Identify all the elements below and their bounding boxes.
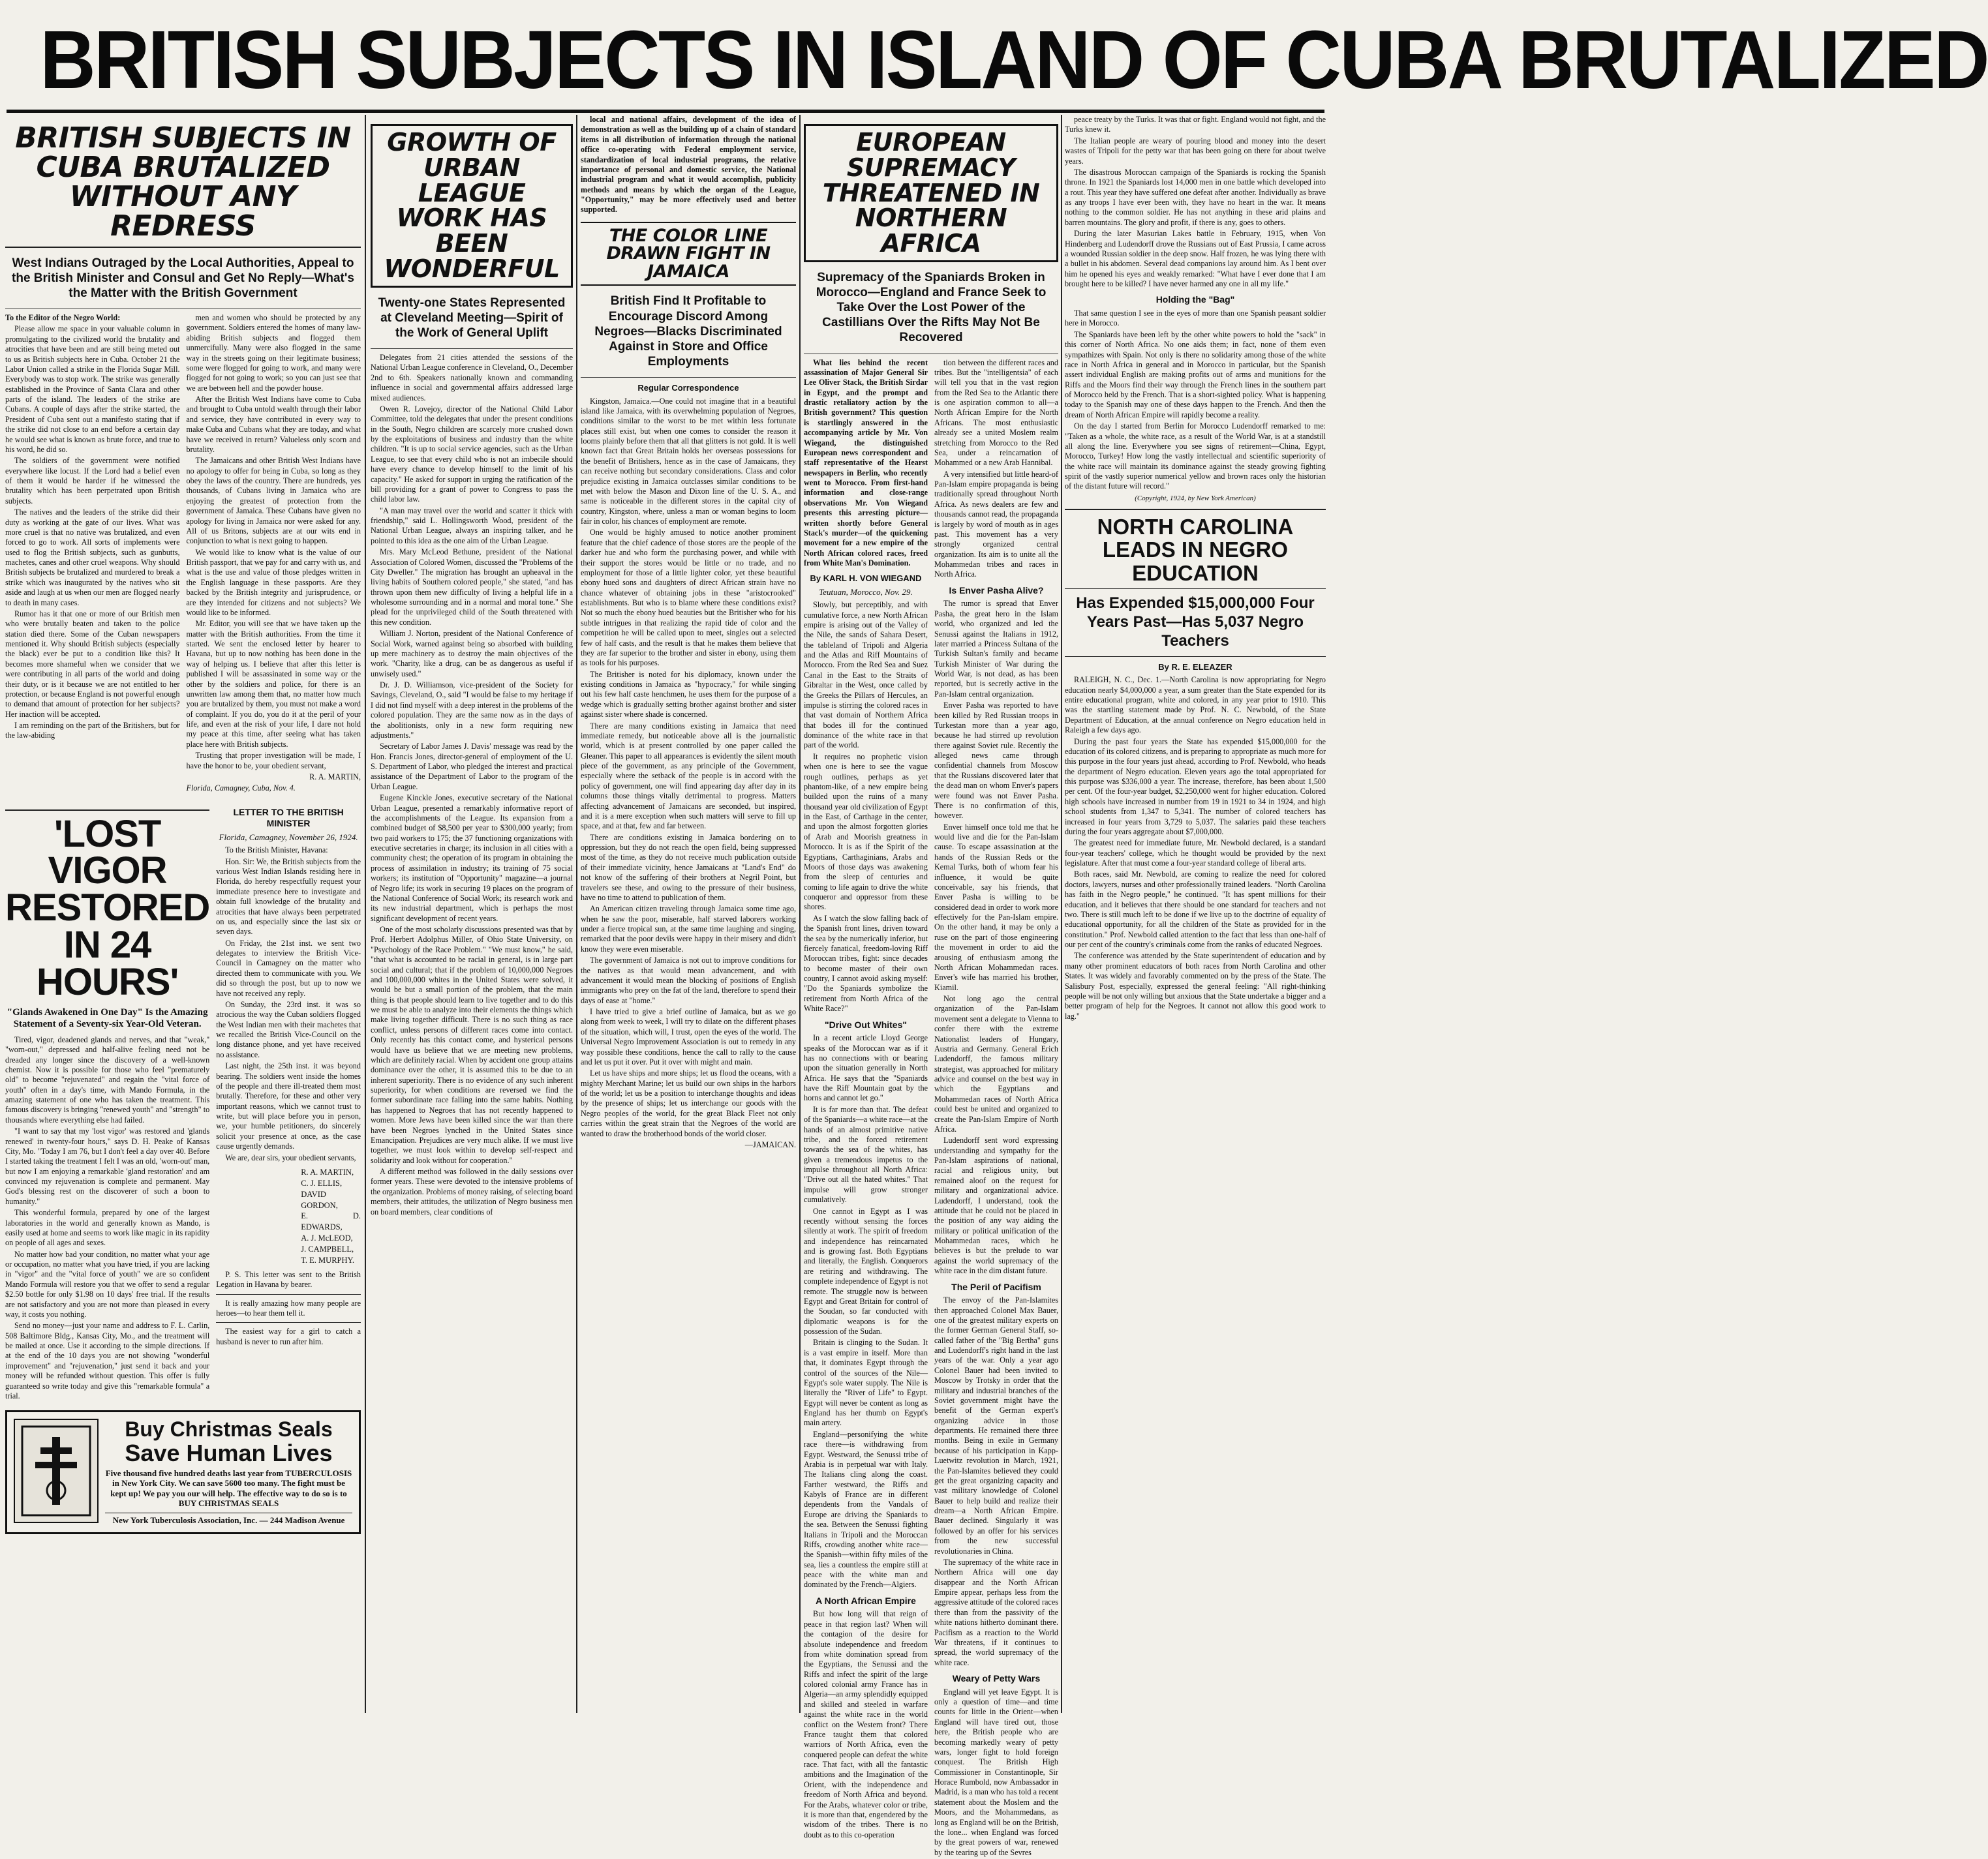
rule: [216, 1322, 361, 1323]
paragraph: I have tried to give a brief outline of Jamaica, but as we go along from week to week, I will try to dilate on the different phases of the situation, which will, I trust, open the eyes of the world. The Universal Negro Improvement Association is out to remedy in any way possible these conditions, hence the call to rally to the cause and let us put it over. Put it over with might and main.: [581, 1007, 796, 1066]
paragraph: Kingston, Jamaica.—One could not imagine that in a beautiful island like Jamaica, with its overwhelming population of Negroes, conditions similar to the worst to be met within less fortunate places still exist, but when one comes to consider the reason it looms plainly before them that all that glitters is not gold. It is well known fact that Great Britain holds her overseas possessions for the benefit of Britishers, hence as in the case of Jamaicans, they can receive nothing but secondary considerations. Class and color prejudice existing in Jamaica outclasses similar conditions to be met with below the Mason and Dixon line of the U. S. A., and same is noticeable in the different stores in the capital city of country, Kingston, where, unless a man or woman begins to loom fair in color, his chances of employment are remote.: [581, 396, 796, 526]
jamaica-column: [581, 115, 796, 1151]
column-divider-2: [576, 115, 577, 1713]
paragraph: On Sunday, the 23rd inst. it was so atrocious the way the Cuban soldiers flogged the West Indian men with their machetes that we recalled the British Vice-Council on the long distance phone, and yet have received no assistance.: [216, 999, 361, 1059]
filler: The easiest way for a girl to catch a husband is never to run after him.: [216, 1327, 361, 1346]
paragraph: One of the most scholarly discussions presented was that by Prof. Herbert Adolphus Miller, of Ohio State University, on "Psychology of the Race Problem." "We must know," he said, "that what is accounted to be racial in general, is in large part social and cultural; that if the problem of 10,000,000 Negroes and 100,000,000 whites in the United States were solved, it would be but a small portion of the problem, that the main thing is that people should learn to live together and to do this we must be able to analyze into their elements the things which make living together difficult. There is no such thing as race conflict, unless persons of different races come into contact. Only recently has this contact come, and hysterical persons would have us believe that we are meeting new problems, which are definitely racial. When by accident one group attains dominance over the other, it is assumed this to be due to an inherent superiority. There is no evidence of any such inherent superiority, for when conditions are reversed we find the former subordinate race falling into the same habits. Nothing has happened to Negroes that has not recently happened to women. More Jews have been killed since the war than there have been Negroes lynched in the United States since Emancipation. Prejudices are very much alike. If we must live together, we must look within to develop self-respect and solidarity and look without for cooperation.": [371, 925, 573, 1165]
rule: [1065, 588, 1326, 589]
xmas-body: Five thousand five hundred deaths last year from TUBERCULOSIS in New York City. We can save 5600 too many. The fight must be kept up! We pay you our will help. The effective way to do so is to BUY CHRISTMAS SEALS: [105, 1468, 352, 1509]
paragraph: The greatest need for immediate future, Mr. Newbold declared, is a standard four-year teachers' college, which he thought would be provided by the next legislature. After that must come a four-year standard college of liberal arts.: [1065, 838, 1326, 868]
column-divider-4: [1061, 115, 1062, 1713]
xmas-line2: Save Human Lives: [125, 1439, 333, 1466]
paragraph: Please allow me space in your valuable column in promulgating to the civilized world the brutality and atrocities that have been and are still being meted out to us as British subjects here in Cuba. October 21 the Labor Union called a strike in the Florida Sugar Mill. Everybody was to stop work. The strike was generally established in the Province of Santa Clara and other parts of the island. The leaders of the strike are Cubans. A couple of days after the strike started, the President of Cuba sent out a manifesto stating that if the strike did not close to an end before a certain day he would see what is known as brute force, and true to his word, he did so.: [5, 324, 180, 454]
africa-body-left: [804, 358, 928, 1859]
paragraph: The conference was attended by the State superintendent of education and by many other prominent educators of both races from North Carolina and other States. It was widely and favorably commented on by the press of the State. The Salisbury Post, especially, expressed the general feeling: "All right-thinking people will be not only willing but anxious that the State undertake a bigger and a better program of help for the Negroes. It cannot not allow this good work to lag.": [1065, 951, 1326, 1021]
paragraph: Slowly, but perceptibly, and with cumulative force, a new North African empire is arising out of the Valley of the Nile, the sands of Sahara Desert, the tableland of Tripoli and Algeria and the Atlas and Riff Mountains of Morocco. From the Red Sea and Suez Canal in the East to the Straits of Gibraltar in the West, once called by the Greeks the Pillars of Hercules, an impulse is stirring the colored races in that vast domain of Northern Africa that bodes ill for the continued dominance of the white race in that part of the world.: [804, 600, 928, 750]
paragraph: I am reminding on the part of the Britishers, but for the law-abiding: [5, 721, 180, 740]
paragraph: We are, dear sirs, your obedient servants,: [225, 1153, 356, 1162]
rule: [1065, 509, 1326, 510]
cuba-deck: West Indians Outraged by the Local Authorities, Appeal to the British Minister and Consul and Get No Reply—What's the Matter with the British Government: [12, 256, 354, 300]
africa-body: [804, 358, 1058, 1859]
paragraph: "A man may travel over the world and scatter it thick with friendship," said L. Hollingsworth Wood, president of the National Urban League, always an inspiring talker, and he pointed to this idea as the one aim of the Urban League.: [371, 506, 573, 545]
subhead: A North African Empire: [816, 1595, 916, 1606]
lost-vigor-title: 'LOST VIGOR RESTORED IN 24 HOURS': [5, 812, 210, 1003]
column-divider-1: [365, 115, 366, 1713]
paragraph: On Friday, the 21st inst. we sent two delegates to interview the British Vice-Council in Camagney on the matter who directed them to communicate with you. We did so through the post, but up to now we have not received any reply.: [216, 938, 361, 998]
subhead: Is Enver Pasha Alive?: [949, 584, 1044, 596]
signer: T. E. MURPHY.: [301, 1255, 355, 1265]
paragraph: "I want to say that my 'lost vigor' was restored and 'glands renewed' in twenty-four hours," says D. H. Peake of Kansas City, Mo. "Today I am 76, but I don't feel a day over 40. Before I started taking the treatment I felt I was an old, 'worn-out' man, but now I am enjoying a remarkable 'gland restoration' and am convinced my rejuvenation is complete and permanent. May God's blessing rest on the discoverer of such a boon to humanity.": [5, 1126, 210, 1206]
paragraph: A different method was followed in the daily sessions over former years. These were devoted to the intensive problems of the organization. Problems of money raising, of selecting board members, their attitudes, the utilization of Negro business men on board members, clear conditions of: [371, 1167, 573, 1217]
signer: C. J. ELLIS,: [301, 1178, 343, 1188]
rule: [1065, 656, 1326, 657]
paragraph: No matter how bad your condition, no matter what your age or occupation, no matter what you have tried, if you are lacking in "vigor" and the "vital force of youth" we are so confident Mando Formula will restore you that we offer to send a regular $2.50 bottle for only $1.98 on 10 days' free trial. If the results are not satisfactory and you are not more than pleased in every way, it costs you nothing.: [5, 1249, 210, 1319]
signoff: —JAMAICAN.: [744, 1140, 796, 1149]
paragraph: The soldiers of the government were notified everywhere like locust. If the Lord had a belief even of them it would be harder if he witnessed the brutality which has been perpetrated upon British subjects.: [5, 456, 180, 506]
lower-section: [5, 802, 361, 1403]
paragraph: Eugene Kinckle Jones, executive secretary of the National Urban League, presented a remarkably informative report of the accomplishments of the League. Its expansion from a combined budget of $8,500 per year to $300,000 yearly; from two paid workers to 175; the 37 functioning organizations with executive secretaries in charge; its inclusion in all cities with a community chest; the operation of its program in obtaining the process of assimilation in industry; its training of 75 social workers; its institution of "Opportunity" magazine—a journal of Negro life; its work in securing 19 places on the program of the National Conference of Social Work; its research work and its new industrial department, which is perhaps the most significant development of recent years.: [371, 793, 573, 923]
xmas-footer: New York Tuberculosis Association, Inc. — 244 Madison Avenue: [105, 1513, 352, 1526]
paragraph: The government of Jamaica is not out to improve conditions for the natives as that would mean advancement, and with advancement it would mean the blocking of positions of English immigrants who prey on the fat of the land, therefore to spend their days of ease at "home.": [581, 956, 796, 1005]
paragraph: local and national affairs, development of the idea of demonstration as well as the building up of a chain of standard items in all distribution of information through the national office co-operating with Federal employment service, standardization of local industrial programs, the relative importance of personal and domestic service, the National industrial program and what it would accomplish, publicity methods and means by which the organ of the League, "Opportunity," may be more effectively used and better supported.: [581, 115, 796, 215]
paragraph: Owen R. Lovejoy, director of the National Child Labor Committee, told the delegates that under the present conditions in the South, Negro children are scarcely more crushed down by the exploitations of business and industry than the white children. "It is up to social service agencies, such as the Urban League, to see that every child who is not an imbecile should have every chance to develop himself to the limit of his capacity." He asked for support in urging the ratification of the bill providing for a grant of power to Congress to pass the child labor law.: [371, 404, 573, 504]
paragraph: But how long will that reign of peace in that region last? When will the contagion of the desire for absolute independence and freedom from white domination spread from the Egyptians, the Senussi and the Riffs and infect the spirit of the large colored colonial army France has in Algeria—an army splendidly equipped and skilled and steeled in warfare against the white race in the world conflict on the Western front? There France taught them that colored warriors of North Africa, even the conquered people can defeat the white race. That fact, with all the fantastic ambitions and the Imagination of the Orient, with the independence and freedom of North Africa and beyond. For the Arabs, whatever color or tribe, it is more than that, engendered by the wisdom of the tribes. There is no doubt as to this co-operation: [804, 1609, 928, 1839]
paragraph: On the day I started from Berlin for Morocco Ludendorff remarked to me: "Taken as a whole, the white race, as a result of the World War, is at a standstill all along the line. Everywhere you see signs of retirement—China, Egypt, Morocco, Turkey! How long the vastly intellectual and scientific superiority of the white race will maintain its dominance against the steady growing fighting spirit of the vastly superior numerical yellow and brown races only the historian of the distant future will record.": [1065, 421, 1326, 491]
intro: What lies behind the recent assassination of Major General Sir Lee Oliver Stack, the British Sirdar in Egypt, and the prompt and drastic retaliatory action by the British government? This question is startlingly answered in the accompanying article by Mr. Von Wiegand, the distinguished European news correspondent and staff representative of the Hearst newspapers in Berlin, who recently went to Morocco. From first-hand information and close-range observations Mr. Von Wiegand presents this arresting picture—written shortly before General Stack's murder—of the quickening movement for a new empire of the North African colored races, freed from White Man's Domination.: [804, 357, 928, 568]
cuba-article: [5, 115, 361, 1534]
paragraph: Rumor has it that one or more of our British men who were brutally beaten and taken to the police station died there. Some of the Cuban newspapers mentioned it. Why should British subjects (especially the black) ever be put to a condition like this? It becomes more shameful when we consider that we were contributing in all parts of the world and doing their duty, or is it because we are not entitled to her protection, or because England is not powerful enough to demand that amount of protection for her subjects? Her inaction will be accepted.: [5, 609, 180, 719]
christmas-seal-image: [14, 1419, 99, 1523]
subhead: Weary of Petty Wars: [952, 1673, 1041, 1684]
cuba-body-left: [5, 313, 180, 795]
banner-headline: BRITISH SUBJECTS IN ISLAND OF CUBA BRUTALIZED: [40, 14, 1988, 106]
signer: A. J. McLEOD,: [301, 1233, 353, 1243]
africa-deck: Supremacy of the Spaniards Broken in Morocco—England and France Seek to Take Over the Lost Power of the Castillians Over the Rifts May Not Be Recovered: [816, 270, 1047, 345]
signature-place: Florida, Camagney, Cuba, Nov. 4.: [186, 783, 296, 793]
paragraph: Ludendorff sent word expressing understanding and sympathy for the Pan-Islam aspirations of national, racial and religious unity, but remained aloof on the request for military and organizational advice. Ludendorff, I understand, took the attitude that he could not be placed in the position of any way aiding the military or political unification of the Mohammedan races, which he believes is but the prelude to war against the world supremacy of the white race in the dim distant future.: [934, 1136, 1058, 1276]
paragraph: In a recent article Lloyd George speaks of the Moroccan war as if it has no connections with or bearing upon the situation generally in North Africa. He says that the "Spaniards have the Riff Mountain goat by the horns and cannot let go.": [804, 1033, 928, 1103]
xmas-line1: Buy Christmas Seals: [125, 1417, 333, 1442]
paragraph: Both races, said Mr. Newbold, are coming to realize the need for colored doctors, lawyers, nurses and other professionally trained leaders. "North Carolina has faith in the Negro people," he continued. "It has spent millions for their education, and it believes that there should be one standard for teachers and not two. There is still much left to be done if we live up to the doctrine of equality of educational opportunity, for all the children of the State as provided for in the constitution." Prof. Newbold called attention to the fact that less than one-half of our per cent of the country's criminals come from the ranks of educated Negroes.: [1065, 869, 1326, 949]
lost-vigor-subtitle: "Glands Awakened in One Day" Is the Amazing Statement of a Seventy-six Year-Old Veteran.: [7, 1006, 208, 1029]
paragraph: Not long ago the central organization of the Pan-Islam movement sent a delegate to Vienna to confer there with the extreme Nationalist leaders of Hungary, Austria and Germany. General Erich Ludendorff, the famous military strategist, was approached for military advice and counsel on the best way in which the Egyptians and Mohammedan races of North Africa could best be united and organized to create the Pan-Islam Empire of North Africa.: [934, 994, 1058, 1134]
paragraph: Enver Pasha was reported to have been killed by Red Russian troops in Turkestan more than a year ago, because he had stirred up revolution there against Soviet rule. Recently the alleged news came through confidential channels from Moscow that the Russians discovered later that the dead man on whom Enver's papers were found was not Enver Pasha. There is no confirmation of this, however.: [934, 701, 1058, 821]
paragraph: Let us have ships and more ships; let us flood the oceans, with a mighty Merchant Marine; let us build our own ships in the harbors of the world; let us be a position to interchange thoughts and ideas by the presence of ships; let us interchange our goods with the Negro peoples of the world, for the great Black Fleet not only carries within the great strain that the Negroes of the world are wanted to draw the brotherhood bonds of the world closer.: [581, 1068, 796, 1138]
paragraph: Send no money—just your name and address to F. L. Carlin, 508 Baltimore Bldg., Kansas City, Mo., and the treatment will be mailed at once. Use it according to the simple directions. If at the end of the 10 days you are not showing "wonderful improvement" and "rejuvenation," just send it back and your money will be refunded without question. This offer is fully guaranteed so write today and give this "remarkable formula" a trial.: [5, 1321, 210, 1400]
paragraph: Enver himself once told me that he would live and die for the Pan-Islam cause. To escape assassination at the hands of the Russian Reds or the Kemal Turks, both of whom fear his influence, it would be quite conceivable, say his friends, that Enver Pasha is willing to be considered dead in order to work more effectively for the Pan-Islam empire. On the other hand, it may be only a ruse on the part of those engineering the movement in order to aid the arousing of enthusiasm among the North African Mohammedan races. Enver's wife has married his brother, Kiamil.: [934, 822, 1058, 992]
paragraph: The Spaniards have been left by the other white powers to hold the "sack" in this corner of North Africa. No one aids them; in fact, none of them even sympathizes with Spain. Not only is there no solidarity among those of the white race in North Africa in general and in Morocco in particular, but the Spanish assert individual English are making profits out of arms and munitions for the Riffs and the Moors find their way through the French lines in the southern part of Morocco held by the French. That is a short-sighted policy. What is happening today to the Spanish may one of these days happen to the French. And then the dream of North African Empire will rapidly become a reality.: [1065, 329, 1326, 419]
paragraph: Britain is clinging to the Sudan. It is a vast empire in itself. More than that, it dominates Egypt through the control of the sources of the Nile—Egypt's sole water supply. The Nile is literally the "River of Life" to Egypt. Egypt will never be content as long as England has her thumb on Egypt's main artery.: [804, 1338, 928, 1428]
paragraph: There are many conditions existing in Jamaica that need immediate remedy, but noticeable above all is the journalistic world, which is at present controlled by one paper called the Gleaner. This paper to all appearances is evidently the silent mouth piece of the government, as any principle of the Government, especially where the setback of the people is in accord with the policy of government, one will find appearing day after day in its columns those things vitally detrimental to progress. Matters affecting advancement of Jamaicans are seconded, but inspired, and it is a mere exception when such matters will serve to fill up space, and at that, few and far between.: [581, 721, 796, 831]
rule: [371, 348, 573, 349]
cuba-body-right: [187, 313, 361, 795]
paragraph: The rumor is spread that Enver Pasha, the great hero in the Islam world, who organized and led the Senussi against the Italians in 1912, later married a Princess Sultana of the Turkish Sultan's family and became Turkish Minister of War during the World War, is not dead, as has been reported, but is secretly active in the Pan-Islam central organization.: [934, 599, 1058, 699]
cuba-body: [5, 313, 361, 795]
cuba-headline: BRITISH SUBJECTS IN CUBA BRUTALIZED WITHOUT ANY REDRESS: [15, 121, 351, 243]
letter-title: LETTER TO THE BRITISH MINISTER: [233, 806, 344, 829]
paragraph: Dr. J. D. Williamson, vice-president of the Society for Savings, Cleveland, O., said "I would be false to my heritage if I did not find myself with a deep interest in the problems of the colored population. They are the same now as in the days of the abolitionists, only in a new form requiring new adjustments.": [371, 680, 573, 740]
urban-league-headline: GROWTH OF URBAN LEAGUE WORK HAS BEEN WONDERFUL: [371, 124, 573, 288]
paragraph: England—personifying the white race there—is withdrawing from Egypt. Westward, the Senussi tribe of Arabia is in perpetual war with Italy. The Italians cling along the coast. Farther westward, the Riffs and Kabyls of France are in different dependents from the Vandals of Europe are driving the Spaniards to the sea. Between the Senussi fighting Italians in Tripoli and the Moroccan Riffs, crowding another white race—the Spanish—within fifty miles of the sea, lies a countless the empire still at peace with the white man and dominated by the French—Algiers.: [804, 1429, 928, 1590]
signer: DAVID GORDON,: [301, 1189, 338, 1210]
africa-headline: EUROPEAN SUPREMACY THREATENED IN NORTHERN AFRICA: [804, 124, 1058, 262]
paragraph: During the later Masurian Lakes battle in February, 1915, when Von Hindenberg and Ludendorff drove the Russians out of East Prussia, I came across a wounded Russian soldier in the deep snow. Half frozen, he was lying there with a bullet in his abdomen. Several dead companions lay around him. As I bent over him he opened his eyes and weakly remarked: "What have I ever done that I am brought here to be killed? I have never harmed any one in all my life.": [1065, 229, 1326, 288]
subhead: "Drive Out Whites": [824, 1019, 908, 1030]
paragraph: The Britisher is noted for his diplomacy, known under the existing conditions in Jamaica as "hypocracy," for while singing out his few half caste henchmen, he uses them for the purpose of a wedge which is gradually setting brother against brother and sister against sister where shade is concerned.: [581, 669, 796, 719]
christmas-seals-ad: [5, 1410, 361, 1534]
paragraph: Hon. Sir: We, the British subjects from the various West Indian Islands residing here in Florida, do hereby respectfully request your immediate presence here to investigate and obtain full knowledge of the brutality and atrocities that have always been perpetrated on us, and especially since the last six or seven days.: [216, 856, 361, 937]
jamaica-byline: Regular Correspondence: [637, 383, 739, 393]
paragraph: That same question I see in the eyes of more than one Spanish peasant soldier here in Morocco.: [1065, 309, 1326, 328]
rule: [5, 247, 361, 248]
paragraph: The natives and the leaders of the strike did their duty as working at the gate of our lives. What was more cruel is that no native was brutalized, and even forced to go to work. All sorts of implements were used to flog the British subjects, such as gunbutts, machetes, canes and other cruel weapons. Why should British subjects be brutalized and murdered to break a strike which was inaugurated by the natives who sit aside and laugh at us when our men are flogged nearly to death in many cases.: [5, 507, 180, 607]
lost-vigor-ad: [5, 802, 209, 1403]
jamaica-headline: THE COLOR LINE DRAWN FIGHT IN JAMAICA: [606, 225, 771, 282]
paragraph: We would like to know what is the value of our British passport, that we pay for and carry with us, and what is the use and value of those pledges written in the English language in these passports. Are they backed by the British integrity and jurisprudence, or are they intended for citizens and not subjects? We would like to be informed.: [186, 547, 361, 617]
africa-body-right: [934, 358, 1058, 1859]
signature: R. A. MARTIN,: [309, 772, 361, 781]
copyright-notice: (Copyright, 1924, by New York American): [1135, 494, 1256, 502]
rule: [216, 1294, 361, 1295]
double-cross-icon: [21, 1425, 91, 1517]
salutation: To the Editor of the Negro World:: [5, 313, 121, 323]
paragraph: The envoy of the Pan-Islamites then approached Colonel Max Bauer, one of the greatest military experts on the former German General Staff, so-called father of the "Big Bertha" guns and Ludendorff's right hand in the last years of the war. Only a year ago Colonel Bauer had been invited to Moscow by Trotsky in order that the military and industrial branches of the Soviet government might have the benefit of the German expert's organizing advice in those departments. He remained there three months. Being in exile in Germany because of his participation in Kapp-Luetwitz revolution in March, 1921, the Pan-Islamites believed they could get the great organizing capacity and vast military knowledge of Colonel Bauer to help build and realize their dream—a North African Empire. Bauer declined. Singularly it was followed by an offer for his services from the new successful revolutionaries in China.: [934, 1295, 1058, 1556]
signer: E. D. EDWARDS,: [301, 1211, 361, 1232]
jamaica-deck: British Find It Profitable to Encourage Discord Among Negroes—Blacks Discriminated Against in Store and Office Employments: [594, 294, 782, 369]
africa-article: [804, 115, 1058, 1859]
paragraph: peace treaty by the Turks. It was that or fight. England would not fight, and the Turks knew it.: [1065, 115, 1326, 134]
paragraph: The Jamaicans and other British West Indians have no apology to offer for being in Cuba, so long as they obey the laws of the country. There are hundreds, yes thousands, of Cubans living in Jamaica who are enjoying the greatest of protection from the government of Jamaica. These Cubans have given no apology for living in Jamaica nor were asked for any. All of us Britons, subjects are at our wits end in conjunction to what is next going to happen.: [186, 456, 361, 546]
paragraph: men and women who should be protected by any government. Soldiers entered the homes of many law-abiding British subjects and flogged them unmercifully. Many were also flogged in the same way in the streets going on their legitimate business; some were flogged for going to work, and many were flogged for not going to work; so you can just see that we are between hell and the powder house.: [186, 313, 361, 393]
paragraph: During the past four years the State has expended $15,000,000 for the education of its colored citizens, and is preparing to appropriate as much more for this purpose in the four years just ahead, according to Prof. Newbold, who heads the department of Negro education. Eleven years ago the total appropriated for this purpose was $336,000 a year. The increase, therefore, has been about 1,500 per cent. Of the four-year budget, $2,250,000 went for higher education. Colored high schools have increased in number from 19 in 1921 to 34 in 1924, and high school students from 1,347 to 5,341. The number of colored teachers has increased in four years from 3,729 to 5,037. The salaries paid these teachers during the four years aggregate about $7,000,000.: [1065, 736, 1326, 836]
paragraph: Secretary of Labor James J. Davis' message was read by the Hon. Francis Jones, director-general of employment of the U. S. Department of Labor, who pledged the interest and practical assistance of the Department of Labor to the program of the Urban League.: [371, 742, 573, 791]
paragraph: The supremacy of the white race in Northern Africa will one day disappear and the North African Empire appear, perhaps less from the aggressive attitude of the colored races there than from the passivity of the white nations hitherto dominant there. Pacifism as a reaction to the World War threatens, if it continues to spread, the world supremacy of the white race.: [934, 1557, 1058, 1667]
paragraph: An American citizen traveling through Jamaica some time ago, when he saw the poor, miserable, half starved laborers working under a fierce tropical sun, at the same time laughing and singing, remarked that the poor devils were happy in their misery and didn't know they were even miserable.: [581, 904, 796, 954]
paragraph: Tired, vigor, deadened glands and nerves, and that "weak," "worn-out," depressed and half-alive feeling need not be dreaded any longer since the discovery of a well-known chemist. Now it is possible for those who feel "prematurely old" to become "rejuvenated" and regain the "vital force of youth" often in a day's time, with Mando Formula, in the amazing statement of one who has taken the treatment. This famous discovery is bringing "renewed youth" and "strength" to thousands where everything else had failed.: [5, 1035, 210, 1125]
paragraph: To the British Minister, Havana:: [225, 845, 328, 855]
africa-byline: By KARL H. VON WIEGAND: [810, 573, 922, 584]
paragraph: It is far more than that. The defeat of the Spaniards—a white race—at the hands of an almost primitive native tribe, and the forced retirement towards the sea of the whites, has given a tremendous impetus to the impulse throughout all North Africa: "Drive out all the hated whites." That impulse will grow stronger cumulatively.: [804, 1104, 928, 1205]
filler: It is really amazing how many people are heroes—to hear them tell it.: [216, 1298, 361, 1318]
africa-dateline: Teutuan, Morocco, Nov. 29.: [819, 586, 913, 597]
nc-deck: Has Expended $15,000,000 Four Years Past—Has 5,037 Negro Teachers: [1076, 594, 1315, 650]
nc-headline: NORTH CAROLINA LEADS IN NEGRO EDUCATION: [1097, 514, 1294, 585]
subhead: Holding the "Bag": [1155, 294, 1235, 305]
paragraph: Mrs. Mary McLeod Bethune, president of the National Association of Colored Women, discussed the "Problems of the City Dweller." The migration has brought an upheaval in the living habits of Southern colored people," she stated, "and has thrown upon them new difficulty of living a helpful life in a wholesome surrounding and in a normal and moral tone." She plead for the unprivileged child of the South threatened with this new condition.: [371, 547, 573, 627]
rule: [581, 377, 796, 378]
paragraph: The disastrous Moroccan campaign of the Spaniards is rocking the Spanish throne. In 1921 the Spaniards lost 14,000 men in one battle which developed into a rout. This year they have suffered one defeat after another. Individually as brave as any troops I have ever been with, they have no heart in the war. It means nothing to the common soldier. He has not anything in these arid plains and barren mountains. The glory and profit, if there is any, goes to others.: [1065, 167, 1326, 227]
column-divider-3: [799, 115, 801, 1713]
paragraph: One cannot in Egypt as I was recently without sensing the forces silently at work. The spirit of freedom and independence has reincarnated and is growing fast. Both Egyptians and literally, the English. Conquerors are retiring and withdrawing. The complete independence of Egypt is not remote. The struggle now is between Egypt and Great Britain for control of the Soudan, so far conducted with diplomatic weapons is for the possession of the Sudan.: [804, 1206, 928, 1337]
paragraph: Last night, the 25th inst. it was beyond bearing. The soldiers went inside the homes of the people and there ill-treated them most brutally. Therefore, for these and other very important reasons, which we cannot trust to write, but will place before you in person, we, your humble petitioners, do sincerely solicit your presence at once, as the case cause urgently demands.: [216, 1061, 361, 1151]
paragraph: This wonderful formula, prepared by one of the largest laboratories in the world and generally known as Mando, is easily used at home and seems to work like magic in its rapidity on people of all ages and sexes.: [5, 1208, 210, 1248]
paragraph: England will yet leave Egypt. It is only a question of time—and time counts for little in the Orient—when England will have tired out, those here, the British people who are becoming markedly weary of petty wars, longer fight to hold foreign conquest. The British High Commissioner in Constantinople, Sir Horace Rumbold, now Ambassador in Madrid, is a man who has told a recent statement about the Moslem and the Moors, and the Mohammedans, as long as England will be on the British, the lone... when England was forced by the great powers of war, renewed by the tearing up of the Sevres: [934, 1687, 1058, 1857]
letter-to-minister: [216, 802, 361, 1403]
paragraph: William J. Norton, president of the National Conference of Social Work, warned against being so absorbed with building up mere machinery as to destroy the main objectives of the work. "Charity, like a drug, can be as dangerous as useful if unwisely used.": [371, 629, 573, 678]
masthead-strip: [339, 1, 992, 12]
paragraph: tion between the different races and tribes. But the "intelligentsia" of each will tell you that in the vast region from the Red Sea to the Atlantic there is one aspiration common to all—a North African Empire for the North Africans. The most enthusiastic already see a united Moslem realm stretching from Morocco to the Red Sea, under a reincarnation of Mohammed or a new Arab Hannibal.: [934, 357, 1058, 468]
paragraph: The Italian people are weary of pouring blood and money into the desert wastes of Tripoli for the petty war that has been going on there for about twelve years.: [1065, 136, 1326, 166]
urban-league-article: [371, 115, 573, 1218]
paragraph: RALEIGH, N. C., Dec. 1.—North Carolina is now appropriating for Negro education nearly $4,000,000 a year, a sum greater than the State expended for its entire educational program, white and colored, in any year prior to 1910. This was the startling statement made by Prof. N. C. Newbold, of the State Department of Education, at the annual conference on Negro education held in Raleigh a few days ago.: [1065, 675, 1326, 735]
banner-rule: [7, 110, 1324, 113]
signer: J. CAMPBELL,: [301, 1245, 354, 1254]
jamaica-headline-box: [581, 222, 796, 286]
col5: [1065, 115, 1326, 1023]
postscript: P. S. This letter was sent to the British Legation in Havana by bearer.: [216, 1269, 361, 1290]
paragraph: After the British West Indians have come to Cuba and brought to Cuba untold wealth through their labor and service, they have contributed in every way to make Cuba and Cubans what they are today, and what have we received in return? Valueless only scorn and brutality.: [186, 395, 361, 454]
letter-dateline: Florida, Camagney, November 26, 1924.: [219, 832, 358, 842]
paragraph: There are conditions existing in Jamaica bordering on to oppression, but they do not reach the open field, being suppressed most of the time, as they do not receive much publication outside of their immediate vicinity, hence Jamaicans at "Land's End" do not know of the suffering of their brothers at Negril Point, but travelers see these, and owing to the pressure of their business, have no time to attend to publication of them.: [581, 832, 796, 902]
paragraph: Trusting that proper investigation will be made, I have the honor to be, your obedient servant,: [186, 751, 361, 770]
signer: R. A. MARTIN,: [301, 1167, 354, 1177]
subhead: The Peril of Pacifism: [951, 1281, 1041, 1292]
urban-league-deck: Twenty-one States Represented at Cleveland Meeting—Spirit of the Work of General Uplift: [378, 295, 566, 340]
paragraph: As I watch the slow falling back of the Spanish front lines, driven toward the sea by the numerically inferior, but fiercely fanatical, freedom-loving Riff Moroccan tribes, fight: since decades to become master of their own country, I cannot avoid asking myself: "Do the Spaniards symbolize the retirement from North Africa of the White Race?": [804, 913, 928, 1014]
paragraph: Delegates from 21 cities attended the sessions of the National Urban League conference in Cleveland, O., December 2nd to 6th. Speakers nationally known and commanding influence in social and governmental affairs addressed large mixed audiences.: [371, 353, 573, 402]
christmas-seals-text: [105, 1419, 352, 1526]
lost-vigor-box: [5, 809, 209, 1402]
paragraph: It requires no prophetic vision when one is here to see the vague rough outlines, perhaps as yet phantom-like, of a new empire being builded upon the ruins of a many thousand year old civilization of Egypt in the East, of Carthage in the center, and upon the almost forgotten glories of Arab and Moorish greatness in Morocco. It is as if the Spirit of the Egyptians, Carthaginians, Arabs and Moors of those days was awakening from the sleep of centuries and coming to life again to drive the white conqueror and oppressor from these shores.: [804, 751, 928, 912]
nc-byline: By R. E. ELEAZER: [1158, 661, 1232, 672]
paragraph: A very intensified but little heard-of Pan-Islam empire propaganda is being traditionally spread throughout North Africa. As news dealers are few and thousands cannot read, the propaganda is largely by word of mouth as in ages past. This movement has a very strongly organized central organization. Its aim is to unite all the Mohammedan tribes and races in North Africa.: [934, 469, 1058, 579]
paragraph: One would be highly amused to notice another prominent feature that the chief cadence of those stores are the people of the darker hue and who form the purchasing power, and while with their support the stores would be little or no trade, and no employment for those of a little lighter color, yet these beautiful ebony hued sons and daughters of direct African strain have no chance whatever of obtaining jobs in these "aristocrooked" establishments. But who is to blame where these conditions exist? Not so much the ebony hued beauties but the Britisher who for his subtle intrigues in that realizing the rapid tide of color and the competition he will be called upon to meet, singles out a selected few of half casts, and the result is that he makes them believe that they are far superior to the brother and sister in ebony, using them as tools for his purposes.: [581, 528, 796, 668]
paragraph: Mr. Editor, you will see that we have taken up the matter with the British authorities. From the time it started. We sent the enclosed letter by hearer to Havana, but up to now nothing has been done in the way of helping us. I believe that after this letter is published I will be assassinated in some way or the other by the soldiers and police, for there is an unwritten law among them that, no matter how much you are brutalized by them, you must not make a word of complaint. If you do, you do it at the peril of your life, and even at the risk of your life, I dare not hold my peace at this time, after seeing what has taken place here with British subjects.: [186, 619, 361, 749]
letter-signers: [216, 1167, 361, 1266]
